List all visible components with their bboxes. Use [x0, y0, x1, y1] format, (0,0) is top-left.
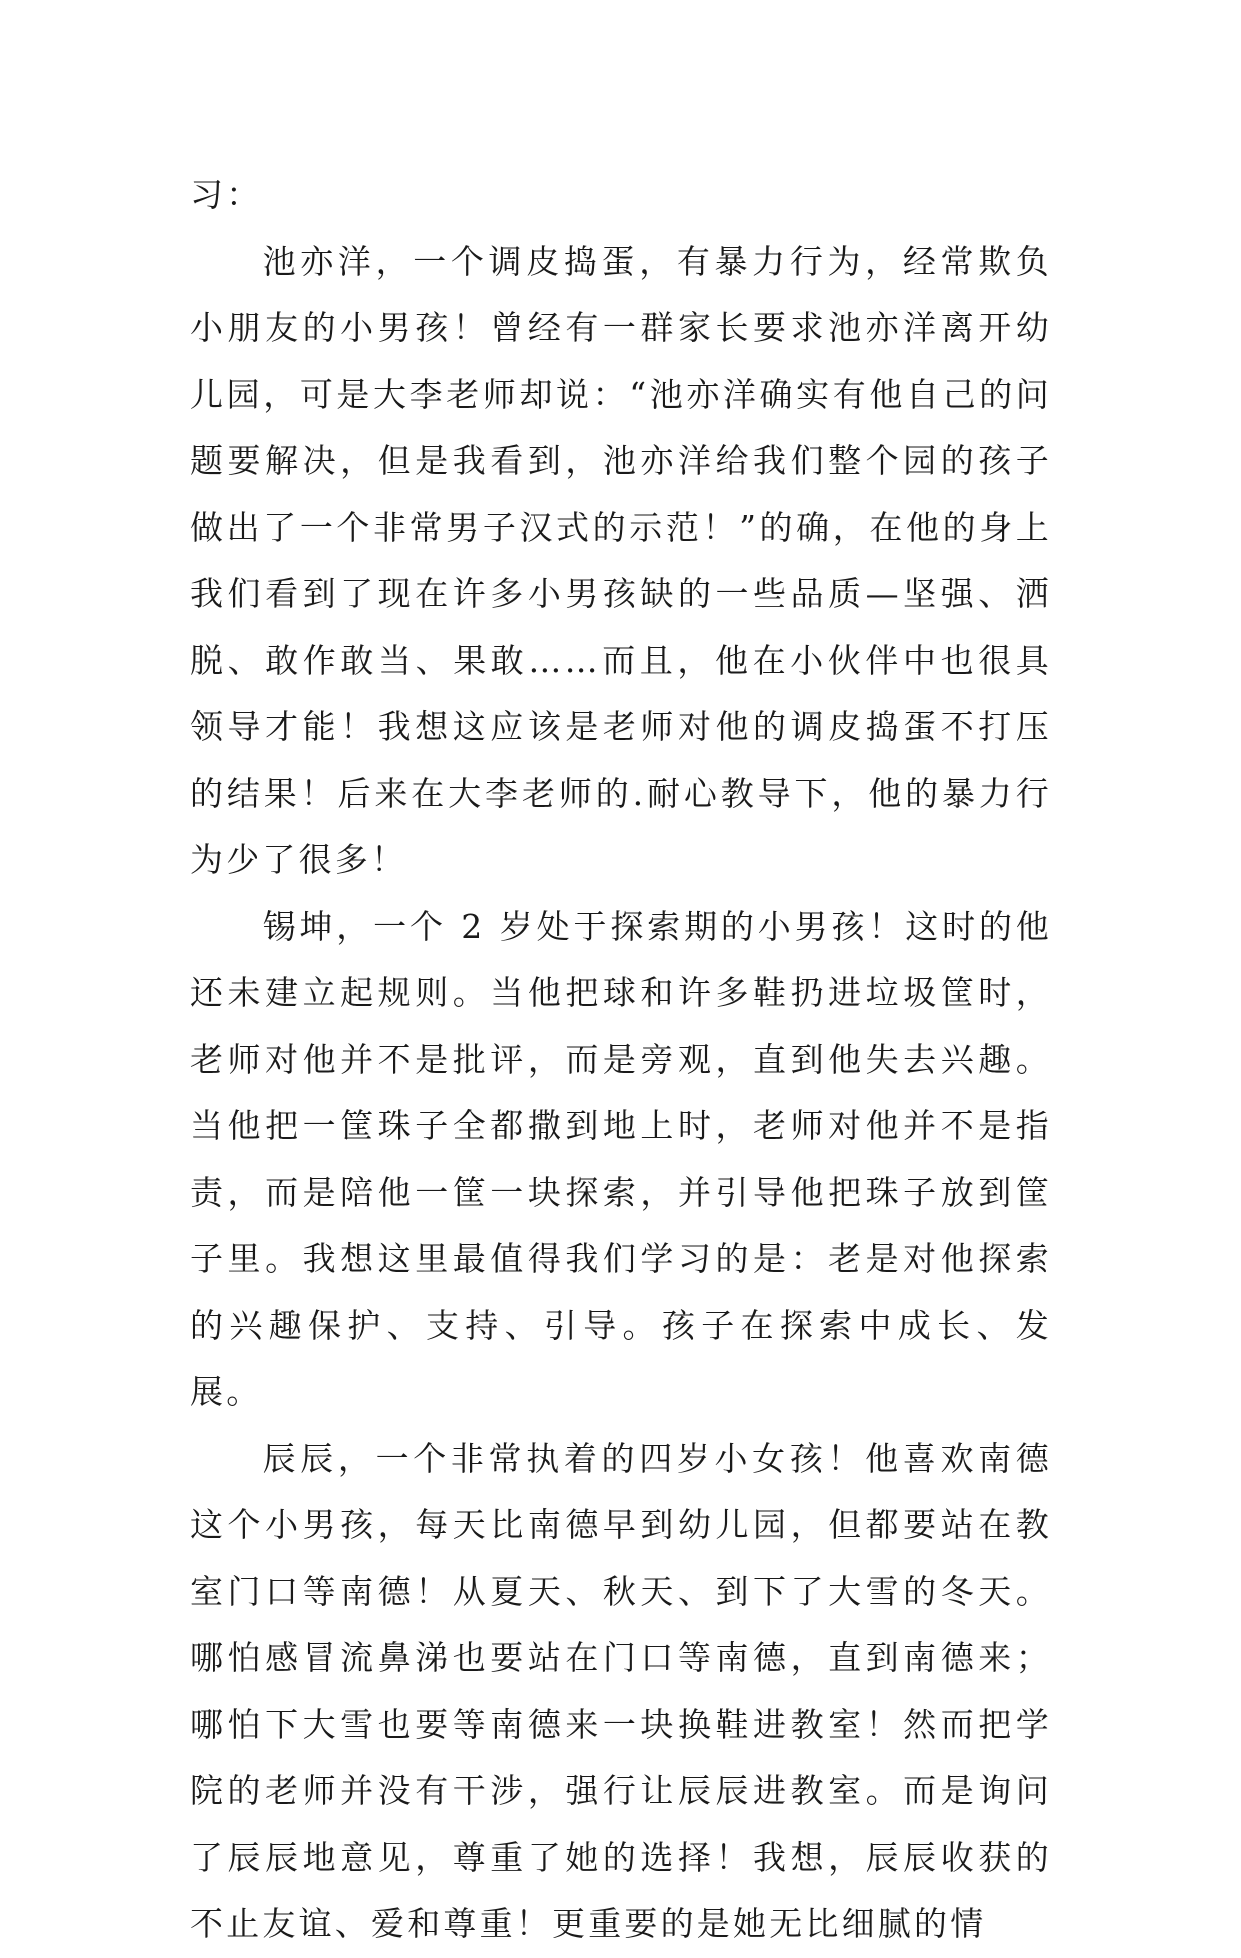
paragraph-continuation: 习：: [190, 175, 263, 214]
paragraph-chi-yiyang: 池亦洋，一个调皮捣蛋，有暴力行为，经常欺负小朋友的小男孩！曾经有一群家长要求池亦洋离开幼儿园，可是大李老师却说：“池亦洋确实有他自己的问题要解决，但是我看到，池亦洋给我们整个园的孩子做出了一个非常男子汉式的示范！”的确，在他的身上我们看到了现在许多小男孩缺的一些品质—坚强、洒脱、敢作敢当、果敢……而且，他在小伙伴中也很具领导才能！我想这应该是老师对他的调皮捣蛋不打压的结果！后来在大李老师的.耐心教导下，他的暴力行为少了很多！: [190, 241, 1052, 879]
paragraph-xi-kun: 锡坤，一个 2 岁处于探索期的小男孩！这时的他还未建立起规则。当他把球和许多鞋扔进垃圾筐时，老师对他并不是批评，而是旁观，直到他失去兴趣。当他把一筐珠子全都撒到地上时，老师对他并不是指责，而是陪他一筐一块探索，并引导他把珠子放到筐子里。我想这里最值得我们学习的是：老是对他探索的兴趣保护、支持、引导。孩子在探索中成长、发展。: [190, 906, 1052, 1411]
body-text: [190, 162, 1052, 1958]
paragraph-chen-chen: 辰辰，一个非常执着的四岁小女孩！他喜欢南德这个小男孩，每天比南德早到幼儿园，但都要站在教室门口等南德！从夏天、秋天、到下了大雪的冬天。哪怕感冒流鼻涕也要站在门口等南德，直到南德来；哪怕下大雪也要等南德来一块换鞋进教室！然而把学院的老师并没有干涉，强行让辰辰进教室。而是询问了辰辰地意见，尊重了她的选择！我想，辰辰收获的不止友谊、爱和尊重！更重要的是她无比细腻的情: [190, 1438, 1052, 1943]
